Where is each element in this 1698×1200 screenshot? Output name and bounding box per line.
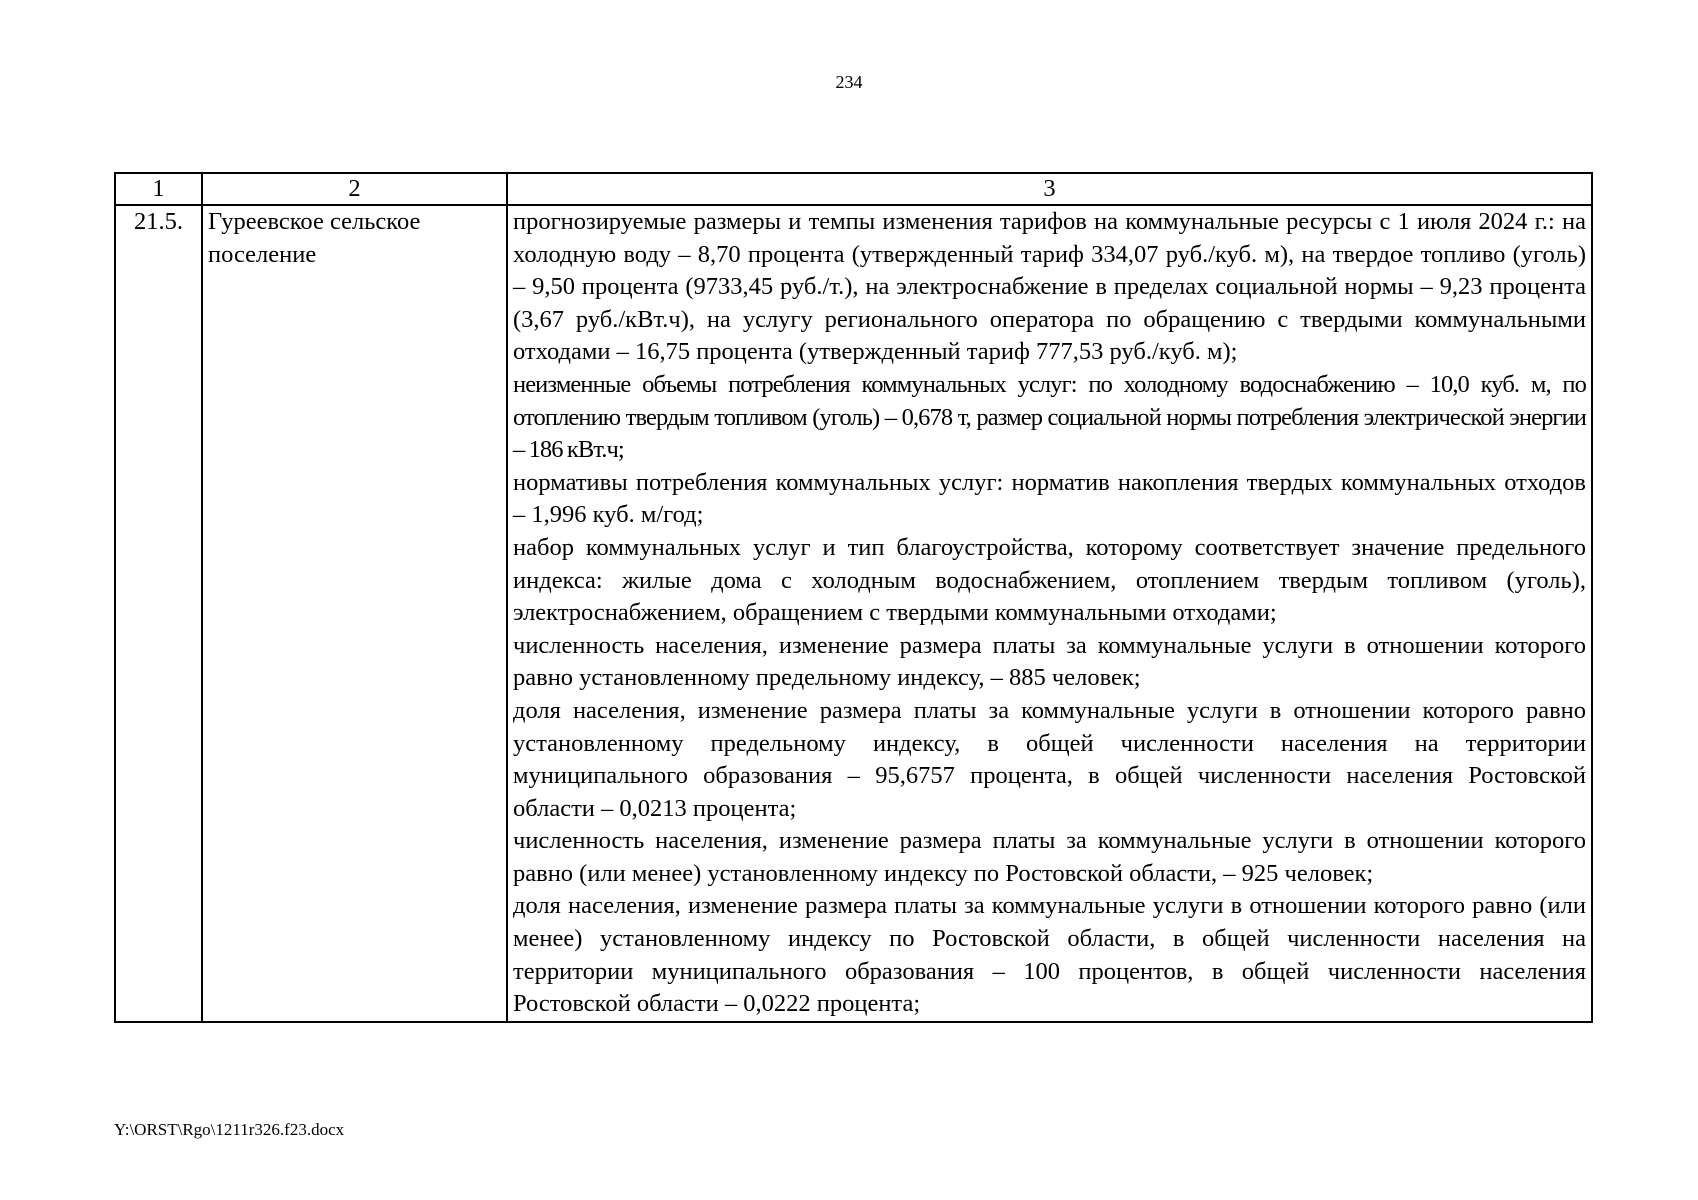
footer-file-path: Y:\ORST\Rgo\1211r326.f23.docx <box>114 1120 345 1139</box>
table-header-row <box>115 173 1592 205</box>
paragraph-population-count: численность населения, изменение размера платы за коммунальные услуги в отношении которого равно установленному предельному индексу, – 885 человек; <box>513 631 1586 692</box>
settlement-name: Гуреевское сельское поселение <box>202 205 507 1022</box>
column-header-2: 2 <box>202 173 507 205</box>
row-number: 21.5. <box>115 205 202 1022</box>
page-number: 234 <box>835 72 863 92</box>
paragraph-tariffs: прогнозируемые размеры и темпы изменения тарифов на коммунальные ресурсы с 1 июля 2024 г.: на холодную воду – 8,70 процента (утвержденный тариф 334,07 руб./куб. м), на твердое топливо (уголь) – 9,50 процента (9733,45 руб./т.), на электроснабжение в пределах социальной нормы – 9,23 процента (3,67 руб./кВт.ч), на услугу регионального оператора по обращению с твердыми коммунальными отходами – 16,75 процента (утвержденный тариф 777,53 руб./куб. м); <box>513 208 1586 366</box>
column-header-3: 3 <box>507 173 1592 205</box>
table-row <box>115 205 1592 1022</box>
paragraph-services-set: набор коммунальных услуг и тип благоустройства, которому соответствует значение предельного индекса: жилые дома с холодным водоснабжением, отоплением твердым топливом (уголь), электроснабжением, обращением с твердыми коммунальными отходами; <box>513 533 1586 627</box>
paragraph-population-share: доля населения, изменение размера платы за коммунальные услуги в отношении которого равно установленному предельному индексу, в общей численности населения на территории муниципального образования – 95,6757 процента, в общей численности населения Ростовской области – 0,0213 процента; <box>513 696 1586 822</box>
paragraph-population-share-regional: доля населения, изменение размера платы за коммунальные услуги в отношении которого равно (или менее) установленному индексу по Ростовской области, в общей численности населения на территории муниципального образования – 100 процентов, в общей численности населения Ростовской области – 0,0222 процента; <box>513 892 1586 1018</box>
paragraph-norms: нормативы потребления коммунальных услуг: норматив накопления твердых коммунальных отходов – 1,996 куб. м/год; <box>513 468 1586 529</box>
paragraph-volumes: неизменные объемы потребления коммунальных услуг: по холодному водоснабжению – 10,0 куб. м, по отоплению твердым топливом (уголь) – 0,678 т, размер социальной нормы потребления электрической энергии – 186 кВт.ч; <box>513 370 1586 464</box>
column-header-1: 1 <box>115 173 202 205</box>
row-content <box>507 205 1592 1022</box>
paragraph-population-count-regional: численность населения, изменение размера платы за коммунальные услуги в отношении которого равно (или менее) установленному индексу по Ростовской области, – 925 человек; <box>513 827 1586 887</box>
tariff-table <box>114 172 1593 1023</box>
